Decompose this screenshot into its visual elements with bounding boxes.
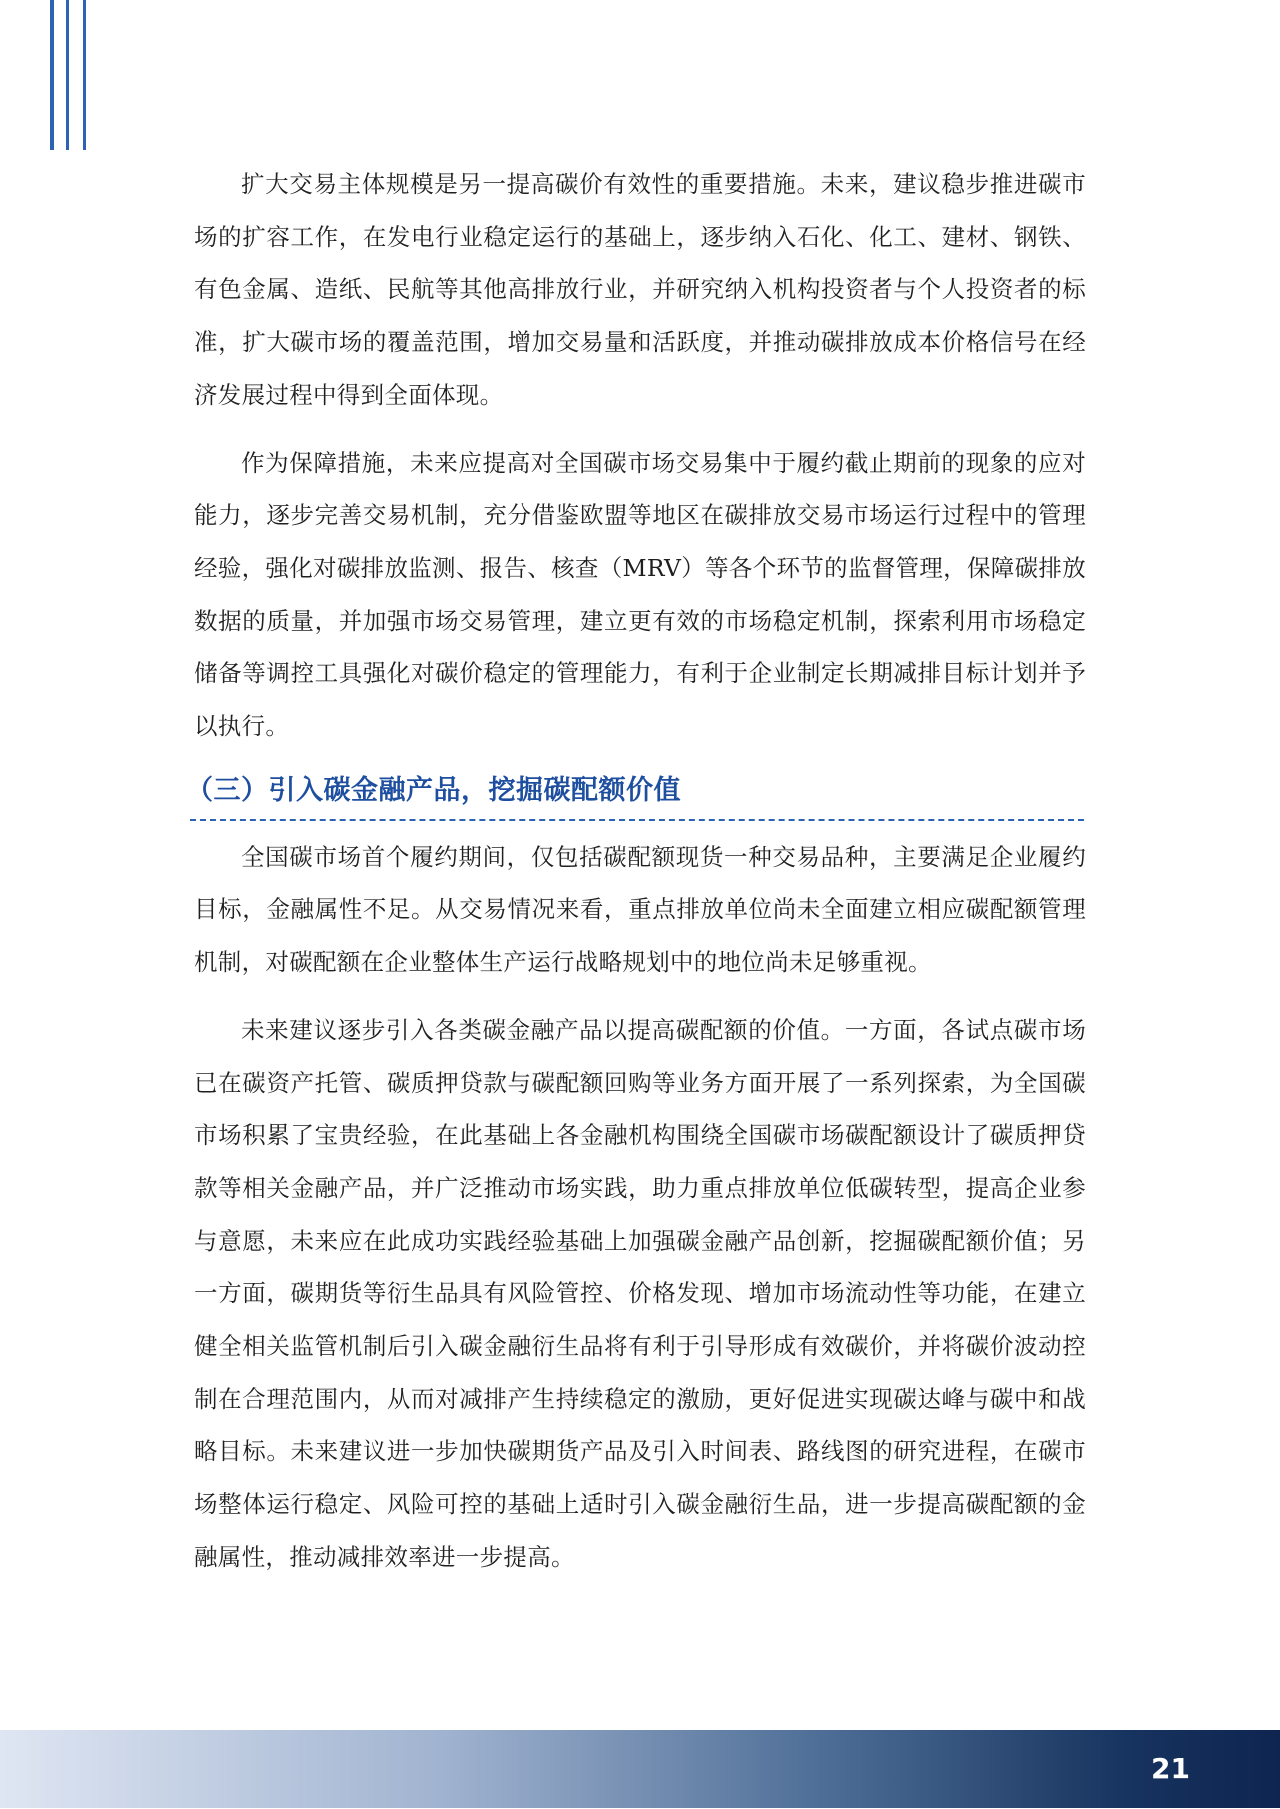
footer-band: [0, 1730, 1280, 1808]
decorative-bar-2: [66, 0, 69, 150]
paragraph-carbon-finance-products: 未来建议逐步引入各类碳金融产品以提高碳配额的价值。一方面，各试点碳市场已在碳资产托管、碳质押贷款与碳配额回购等业务方面开展了一系列探索，为全国碳市场积累了宝贵经验，在此基础上各金融机构围绕全国碳市场碳配额设计了碳质押贷款等相关金融产品，并广泛推动市场实践，助力重点排放单位低碳转型，提高企业参与意愿，未来应在此成功实践经验基础上加强碳金融产品创新，挖掘碳配额价值；另一方面，碳期货等衍生品具有风险管控、价格发现、增加市场流动性等功能，在建立健全相关监管机制后引入碳金融衍生品将有利于引导形成有效碳价，并将碳价波动控制在合理范围内，从而对减排产生持续稳定的激励，更好促进实现碳达峰与碳中和战略目标。未来建议进一步加快碳期货产品及引入时间表、路线图的研究进程，在碳市场整体运行稳定、风险可控的基础上适时引入碳金融衍生品，进一步提高碳配额的金融属性，推动减排效率进一步提高。: [194, 1015, 1086, 1571]
decorative-bar-3: [83, 0, 86, 150]
paragraph-expand-participants: 扩大交易主体规模是另一提高碳价有效性的重要措施。未来，建议稳步推进碳市场的扩容工作，在发电行业稳定运行的基础上，逐步纳入石化、化工、建材、钢铁、有色金属、造纸、民航等其他高排放行业，并研究纳入机构投资者与个人投资者的标准，扩大碳市场的覆盖范围，增加交易量和活跃度，并推动碳排放成本价格信号在经济发展过程中得到全面体现。: [194, 170, 1086, 409]
page-number: 21: [1151, 1752, 1190, 1785]
decorative-bar-1: [50, 0, 54, 150]
section-heading: （三）引入碳金融产品，挖掘碳配额价值: [186, 774, 681, 806]
section-divider: [190, 819, 1084, 821]
page-content: [186, 158, 1086, 1599]
paragraph-safeguard-measures: 作为保障措施，未来应提高对全国碳市场交易集中于履约截止期前的现象的应对能力，逐步完善交易机制，充分借鉴欧盟等地区在碳排放交易市场运行过程中的管理经验，强化对碳排放监测、报告、核查（MRV）等各个环节的监督管理，保障碳排放数据的质量，并加强市场交易管理，建立更有效的市场稳定机制，探索利用市场稳定储备等调控工具强化对碳价稳定的管理能力，有利于企业制定长期减排目标计划并予以执行。: [194, 448, 1086, 741]
paragraph-first-compliance-period: 全国碳市场首个履约期间，仅包括碳配额现货一种交易品种，主要满足企业履约目标，金融属性不足。从交易情况来看，重点排放单位尚未全面建立相应碳配额管理机制，对碳配额在企业整体生产运行战略规划中的地位尚未足够重视。: [194, 842, 1086, 977]
